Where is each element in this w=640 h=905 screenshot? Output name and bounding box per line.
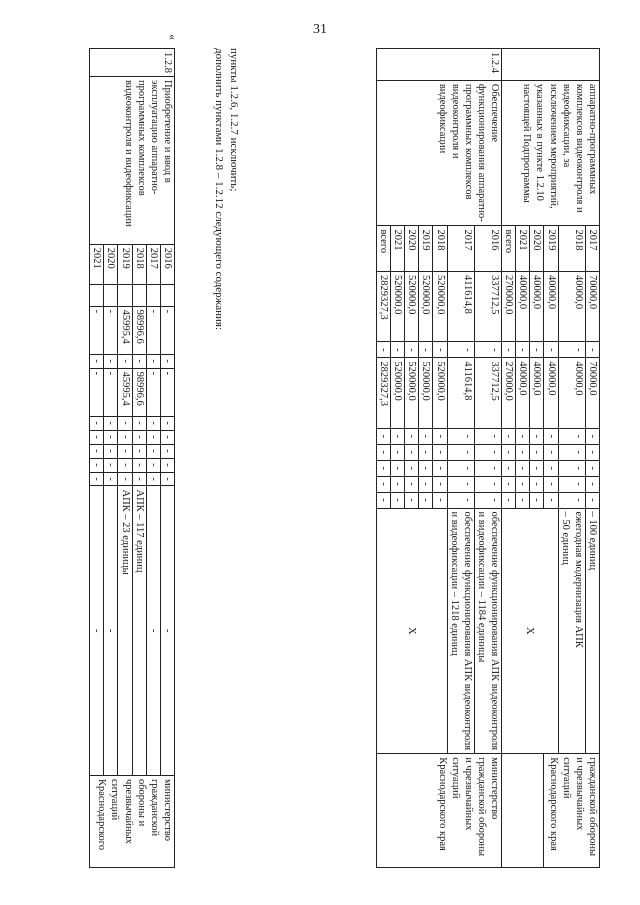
dash-cell: - <box>104 472 118 486</box>
year-cell: 2017 <box>447 226 474 272</box>
program-table <box>376 48 600 868</box>
year-cell: 2021 <box>516 226 530 272</box>
result-cell: АПК – 117 единиц <box>132 486 146 775</box>
dash-cell: - <box>377 476 391 492</box>
table-row <box>585 49 599 868</box>
local-cell: - <box>502 428 516 444</box>
year-cell: 2017 <box>146 244 160 284</box>
federal-cell: - <box>104 354 118 368</box>
year-cell: 2021 <box>391 226 405 272</box>
executor-cell <box>502 754 544 868</box>
regional-cell: 520000,0 <box>391 358 405 429</box>
result-x: X <box>377 508 448 754</box>
dash-cell: - <box>585 460 599 476</box>
local-cell: - <box>558 428 585 444</box>
result-cell: обеспечение функционирования АПК видеоконтроля и видеофиксации – 1184 единицы <box>474 508 501 754</box>
total-cell: 40000,0 <box>558 271 585 342</box>
dash-cell: - <box>146 444 160 458</box>
other-cell: - <box>516 444 530 460</box>
other-cell: - <box>585 444 599 460</box>
other-cell: - <box>474 444 501 460</box>
year-cell: 2018 <box>558 226 585 272</box>
year-cell: 2020 <box>530 226 544 272</box>
dash-cell: - <box>419 460 433 476</box>
total-cell: 270000,0 <box>502 271 516 342</box>
local-cell: - <box>447 428 474 444</box>
federal-cell: - <box>433 342 447 358</box>
other-cell: - <box>544 444 558 460</box>
dash-cell: - <box>558 492 585 508</box>
spacer-cell <box>132 284 146 306</box>
total-cell: 520000,0 <box>419 271 433 342</box>
spacer-cell <box>90 284 104 306</box>
dash-cell: - <box>132 458 146 472</box>
other-cell: - <box>377 444 391 460</box>
year-cell: всего <box>502 226 516 272</box>
item-name: Обеспечение функционирования аппаратно-программных комплексов видеоконтроля и видеофиксации <box>377 80 502 226</box>
federal-cell: - <box>474 342 501 358</box>
result-cell: - <box>90 486 104 775</box>
dash-cell: - <box>160 472 174 486</box>
regional-cell: - <box>90 368 104 416</box>
dash-cell: - <box>391 460 405 476</box>
year-cell: 2019 <box>118 244 132 284</box>
federal-cell: - <box>558 342 585 358</box>
local-cell: - <box>419 428 433 444</box>
dash-cell: - <box>118 444 132 458</box>
year-cell: всего <box>377 226 391 272</box>
local-cell: - <box>90 416 104 430</box>
regional-cell: 520000,0 <box>405 358 419 429</box>
local-cell: - <box>146 416 160 430</box>
dash-cell: - <box>90 458 104 472</box>
federal-cell: - <box>516 342 530 358</box>
dash-cell: - <box>516 492 530 508</box>
other-cell: - <box>146 430 160 444</box>
federal-cell: - <box>90 354 104 368</box>
spacer-cell <box>118 284 132 306</box>
spacer-cell <box>160 284 174 306</box>
dash-cell: - <box>433 460 447 476</box>
other-cell: - <box>447 444 474 460</box>
rotated-content <box>40 34 600 868</box>
year-cell: 2021 <box>90 244 104 284</box>
regional-cell: 411614,8 <box>447 358 474 429</box>
total-cell: 98996,6 <box>132 306 146 354</box>
regional-cell: 70000,0 <box>585 358 599 429</box>
federal-cell: - <box>160 354 174 368</box>
other-cell: - <box>530 444 544 460</box>
table-row <box>160 49 174 868</box>
dash-cell: - <box>90 472 104 486</box>
local-cell: - <box>391 428 405 444</box>
exclude-note: пункты 1.2.6, 1.2.7 исключить; <box>228 48 240 192</box>
dash-cell: - <box>118 458 132 472</box>
local-cell: - <box>585 428 599 444</box>
total-cell: 40000,0 <box>516 271 530 342</box>
regional-cell: 2829327,3 <box>377 358 391 429</box>
year-cell: 2017 <box>585 226 599 272</box>
dash-cell: - <box>474 460 501 476</box>
local-cell: - <box>104 416 118 430</box>
dash-cell: - <box>530 460 544 476</box>
total-cell: 520000,0 <box>405 271 419 342</box>
dash-cell: - <box>447 460 474 476</box>
total-cell: - <box>160 306 174 354</box>
total-cell: 40000,0 <box>530 271 544 342</box>
dash-cell: - <box>391 476 405 492</box>
executor-cell: министерство гражданской обороны и чрезвычайных ситуаций Краснодарского <box>90 775 175 867</box>
local-cell: - <box>474 428 501 444</box>
item-number: 1.2.8 <box>90 49 175 77</box>
regional-cell: 520000,0 <box>433 358 447 429</box>
dash-cell: - <box>447 492 474 508</box>
dash-cell: - <box>160 458 174 472</box>
result-x: X <box>502 508 559 754</box>
dash-cell: - <box>160 444 174 458</box>
dash-cell: - <box>502 460 516 476</box>
federal-cell: - <box>146 354 160 368</box>
dash-cell: - <box>530 476 544 492</box>
dash-cell: - <box>474 476 501 492</box>
dash-cell: - <box>558 460 585 476</box>
other-cell: - <box>160 430 174 444</box>
item-name: Приобретение и ввод в эксплуатацию аппаратно-программных комплексов видеоконтроля и видеофиксации <box>90 77 175 245</box>
federal-cell: - <box>447 342 474 358</box>
dash-cell: - <box>544 476 558 492</box>
spacer-cell <box>146 284 160 306</box>
local-cell: - <box>118 416 132 430</box>
dash-cell: - <box>474 492 501 508</box>
total-cell: 45995,4 <box>118 306 132 354</box>
local-cell: - <box>530 428 544 444</box>
total-cell: 411614,8 <box>447 271 474 342</box>
local-cell: - <box>544 428 558 444</box>
year-cell: 2019 <box>544 226 558 272</box>
dash-cell: - <box>405 460 419 476</box>
total-cell: 520000,0 <box>433 271 447 342</box>
executor-cell: гражданской обороны и чрезвычайных ситуаций Краснодарского края <box>544 754 600 868</box>
result-cell: - <box>160 486 174 775</box>
dash-cell: - <box>585 492 599 508</box>
dash-cell: - <box>433 476 447 492</box>
result-cell: - <box>146 486 160 775</box>
regional-cell: 40000,0 <box>530 358 544 429</box>
regional-cell: 45995,4 <box>118 368 132 416</box>
regional-cell: 40000,0 <box>558 358 585 429</box>
other-cell: - <box>391 444 405 460</box>
dash-cell: - <box>516 476 530 492</box>
dash-cell: - <box>104 458 118 472</box>
dash-cell: - <box>146 458 160 472</box>
dash-cell: - <box>118 472 132 486</box>
year-cell: 2016 <box>160 244 174 284</box>
landscape-page <box>40 34 600 868</box>
other-cell: - <box>118 430 132 444</box>
total-cell: 337712,5 <box>474 271 501 342</box>
local-cell: - <box>132 416 146 430</box>
total-cell: - <box>146 306 160 354</box>
dash-cell: - <box>405 492 419 508</box>
dash-cell: - <box>146 472 160 486</box>
year-cell: 2019 <box>419 226 433 272</box>
dash-cell: - <box>447 476 474 492</box>
federal-cell: - <box>377 342 391 358</box>
federal-cell: - <box>530 342 544 358</box>
spacer-cell <box>104 284 118 306</box>
page-number: 31 <box>313 22 327 37</box>
year-cell: 2020 <box>104 244 118 284</box>
dash-cell: - <box>530 492 544 508</box>
other-cell: - <box>433 444 447 460</box>
total-cell: 520000,0 <box>391 271 405 342</box>
dash-cell: - <box>104 444 118 458</box>
other-cell: - <box>90 430 104 444</box>
dash-cell: - <box>377 460 391 476</box>
total-cell: 40000,0 <box>544 271 558 342</box>
federal-cell: - <box>118 354 132 368</box>
regional-cell: - <box>104 368 118 416</box>
add-note: дополнить пунктами 1.2.8 – 1.2.12 следующего содержания: <box>213 48 225 330</box>
dash-cell: - <box>544 460 558 476</box>
item-number <box>502 49 600 81</box>
federal-cell: - <box>585 342 599 358</box>
regional-cell: 98996,6 <box>132 368 146 416</box>
local-cell: - <box>160 416 174 430</box>
federal-cell: - <box>502 342 516 358</box>
year-cell: 2020 <box>405 226 419 272</box>
dash-cell: - <box>544 492 558 508</box>
regional-cell: 520000,0 <box>419 358 433 429</box>
total-cell: - <box>104 306 118 354</box>
federal-cell: - <box>419 342 433 358</box>
table-row <box>474 49 501 868</box>
regional-cell: - <box>146 368 160 416</box>
result-line: – 50 единиц <box>559 511 571 565</box>
result-cell: - <box>104 486 118 775</box>
total-cell: - <box>90 306 104 354</box>
regional-cell: 40000,0 <box>544 358 558 429</box>
regional-cell: - <box>160 368 174 416</box>
total-cell: 2829327,3 <box>377 271 391 342</box>
other-cell: - <box>104 430 118 444</box>
other-cell: - <box>132 430 146 444</box>
local-cell: - <box>516 428 530 444</box>
result-cell: – 100 единиц <box>585 508 599 754</box>
other-cell: - <box>502 444 516 460</box>
federal-cell: - <box>132 354 146 368</box>
dash-cell: - <box>419 492 433 508</box>
result-cell: АПК – 23 единицы <box>118 486 132 775</box>
executor-cell: министерство гражданской обороны и чрезвычайных ситуаций Краснодарского края <box>377 754 502 868</box>
dash-cell: - <box>502 476 516 492</box>
local-cell: - <box>377 428 391 444</box>
local-cell: - <box>433 428 447 444</box>
total-cell: 70000,0 <box>585 271 599 342</box>
dash-cell: - <box>90 444 104 458</box>
local-cell: - <box>405 428 419 444</box>
result-cell: обеспечение функционирования АПК видеоконтроля и видеофиксации – 1218 единиц <box>447 508 474 754</box>
federal-cell: - <box>544 342 558 358</box>
other-cell: - <box>558 444 585 460</box>
dash-cell: - <box>516 460 530 476</box>
federal-cell: - <box>405 342 419 358</box>
year-cell: 2018 <box>433 226 447 272</box>
quote-open: « <box>166 34 180 40</box>
dash-cell: - <box>585 476 599 492</box>
dash-cell: - <box>433 492 447 508</box>
year-cell: 2018 <box>132 244 146 284</box>
result-cell <box>558 508 585 754</box>
item-name: аппаратно-программных комплексов видеоконтроля и видеофиксации, за исключением мероприятий, указанных в пункте 1.2.10 настоящей Подпрограммы <box>502 80 600 226</box>
year-cell: 2016 <box>474 226 501 272</box>
dash-cell: - <box>405 476 419 492</box>
dash-cell: - <box>132 472 146 486</box>
dash-cell: - <box>419 476 433 492</box>
dash-cell: - <box>558 476 585 492</box>
other-cell: - <box>419 444 433 460</box>
item-number: 1.2.4 <box>377 49 502 81</box>
dash-cell: - <box>377 492 391 508</box>
added-items-table <box>89 48 175 868</box>
regional-cell: 270000,0 <box>502 358 516 429</box>
dash-cell: - <box>132 444 146 458</box>
federal-cell: - <box>391 342 405 358</box>
regional-cell: 40000,0 <box>516 358 530 429</box>
dash-cell: - <box>502 492 516 508</box>
dash-cell: - <box>391 492 405 508</box>
other-cell: - <box>405 444 419 460</box>
result-line: ежегодная модернизация АПК <box>572 511 584 648</box>
regional-cell: 337712,5 <box>474 358 501 429</box>
